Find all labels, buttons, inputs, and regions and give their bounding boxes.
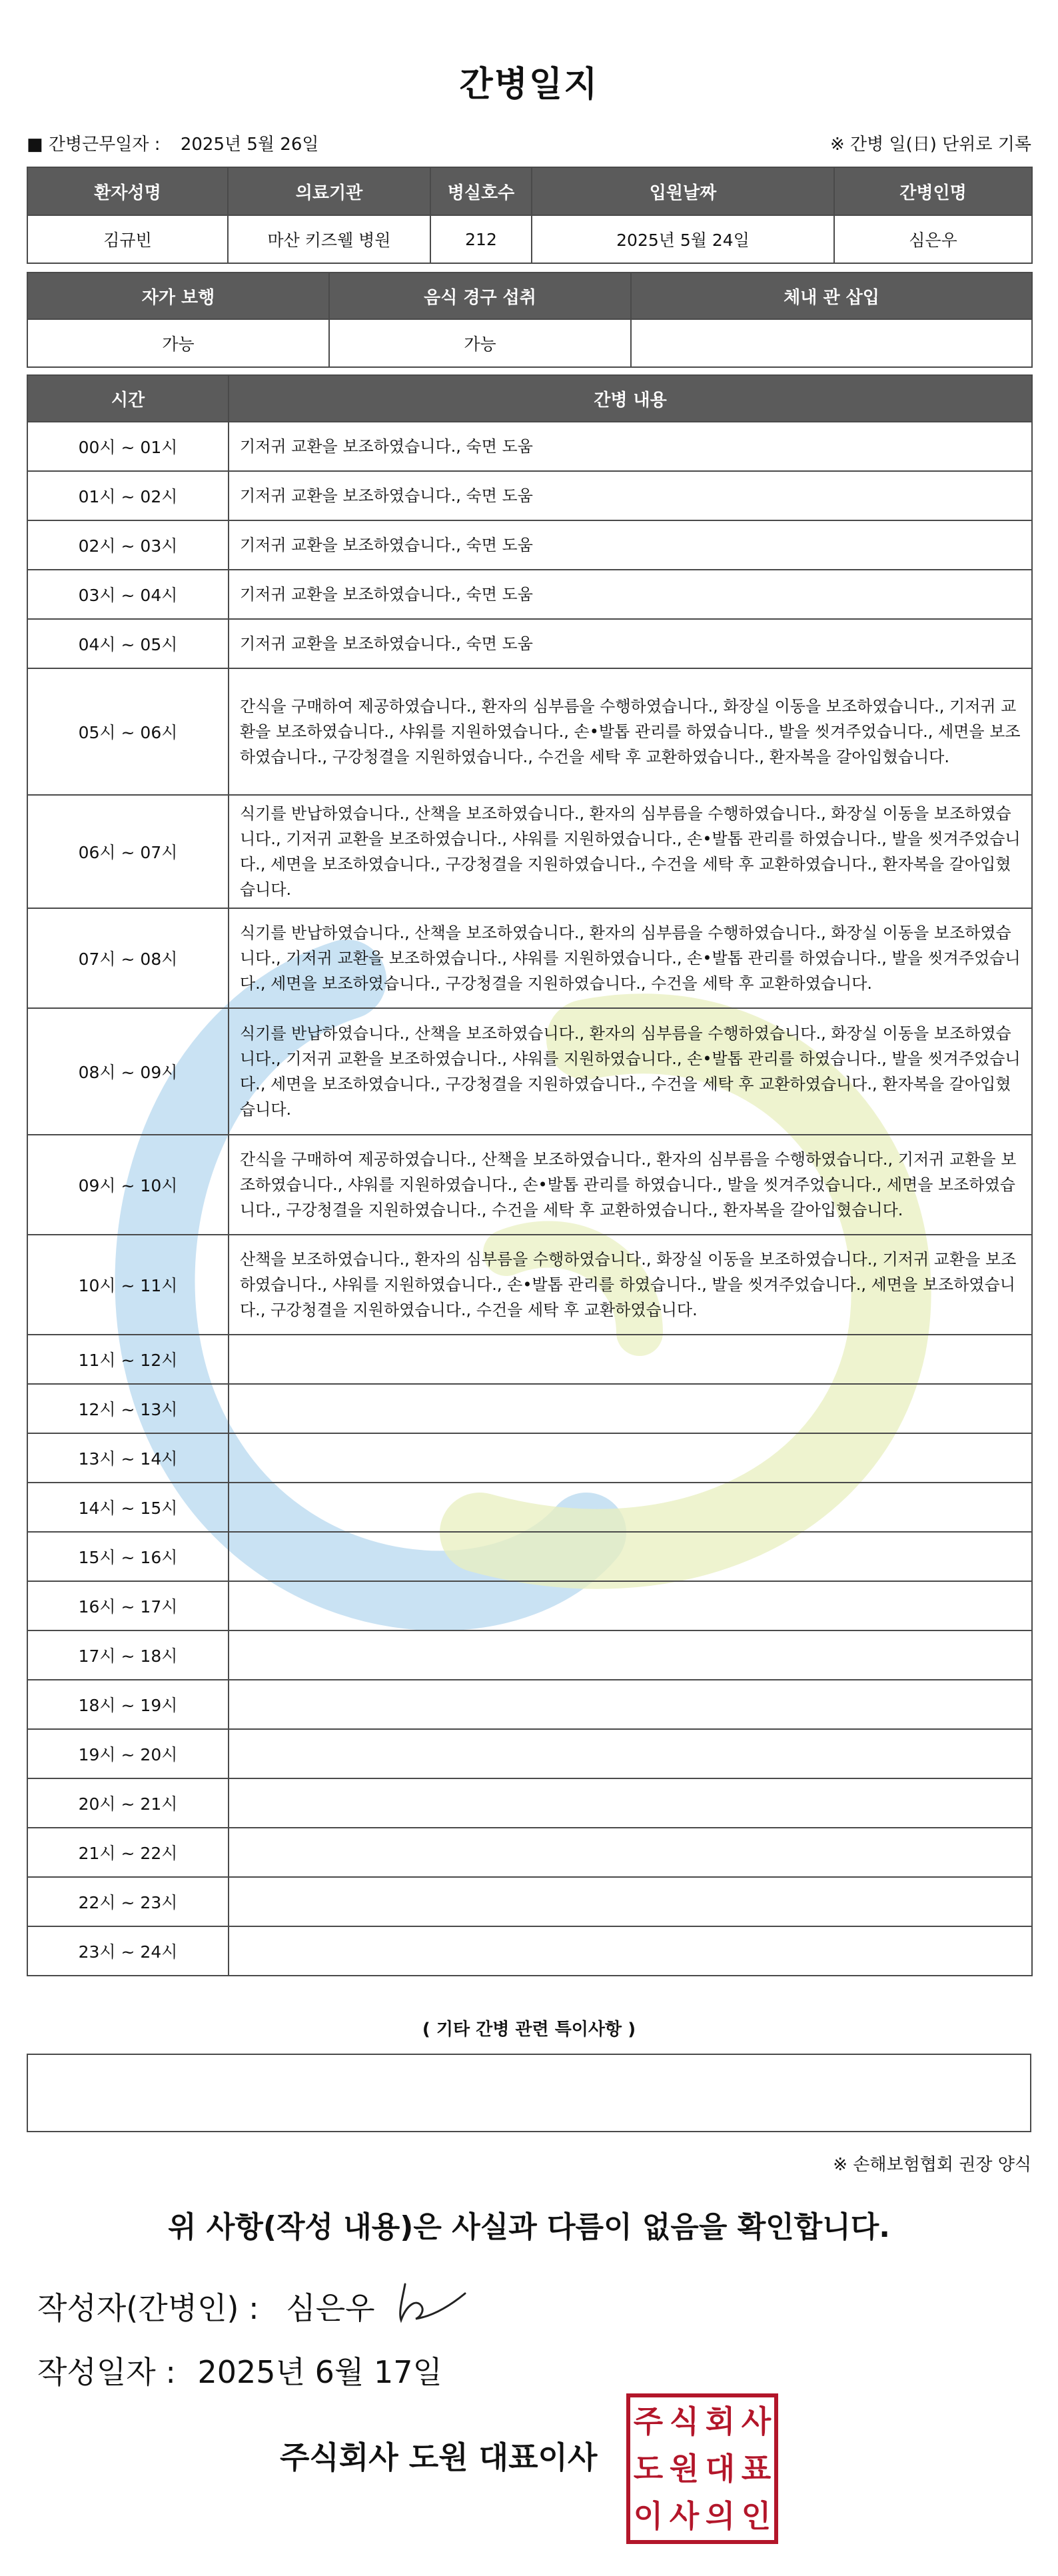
row-content	[229, 1877, 1032, 1926]
header-tube: 체내 관 삽입	[631, 273, 1032, 319]
seal-character: 주	[633, 2403, 664, 2439]
row-time: 17시 ~ 18시	[27, 1630, 229, 1680]
caregiver-name: 심은우	[834, 215, 1032, 263]
row-time: 07시 ~ 08시	[27, 908, 229, 1008]
row-content	[229, 1828, 1032, 1877]
row-content	[229, 1778, 1032, 1828]
row-content: 식기를 반납하였습니다., 산책을 보조하였습니다., 환자의 심부름을 수행하였습니다., 화장실 이동을 보조하였습니다., 기저귀 교환을 보조하였습니다., 샤워를 지원하였습니다., 손•발톱 관리를 하였습니다., 발을 씻겨주었습니다., 세면을 보조하였습니다., 구강청결을 지원하였습니다., 수건을 세탁 후 교환하였습니다., 환자복을 갈아입혔습니다.	[229, 795, 1032, 908]
row-content	[229, 1433, 1032, 1483]
table-row	[27, 1926, 1032, 1976]
seal-character: 대	[705, 2450, 736, 2487]
row-time: 06시 ~ 07시	[27, 795, 229, 908]
row-content	[229, 1926, 1032, 1976]
table-row	[27, 908, 1032, 1008]
admission-date: 2025년 5월 24일	[532, 215, 834, 263]
write-date	[37, 2348, 442, 2392]
table-row	[27, 619, 1032, 668]
work-date	[27, 131, 319, 155]
header-caregiver: 간병인명	[834, 167, 1032, 215]
row-time: 11시 ~ 12시	[27, 1335, 229, 1384]
header-patient-name: 환자성명	[27, 167, 228, 215]
writer-name: 심은우	[286, 2290, 375, 2326]
row-content	[229, 1483, 1032, 1532]
header-admission-date: 입원날짜	[532, 167, 834, 215]
table-row	[27, 1828, 1032, 1877]
writer	[37, 2284, 375, 2328]
patient-table	[27, 167, 1033, 264]
row-content: 기저귀 교환을 보조하였습니다., 숙면 도움	[229, 422, 1032, 471]
header-time: 시간	[27, 375, 229, 422]
row-content	[229, 1729, 1032, 1778]
status-table	[27, 272, 1033, 368]
header-oral-intake: 음식 경구 섭취	[329, 273, 631, 319]
table-row	[27, 1384, 1032, 1433]
row-time: 22시 ~ 23시	[27, 1877, 229, 1926]
table-row	[27, 1335, 1032, 1384]
work-date-label: ■ 간병근무일자 :	[27, 135, 161, 155]
seal-character: 사	[669, 2498, 700, 2535]
tube-value	[631, 319, 1032, 367]
table-row	[27, 1483, 1032, 1532]
header-care-content: 간병 내용	[229, 375, 1032, 422]
table-row	[27, 422, 1032, 471]
row-time: 19시 ~ 20시	[27, 1729, 229, 1778]
seal-character: 표	[741, 2450, 772, 2487]
table-row	[27, 795, 1032, 908]
confirm-statement: 위 사항(작성 내용)은 사실과 다름이 없음을 확인합니다.	[168, 2210, 890, 2244]
row-time: 12시 ~ 13시	[27, 1384, 229, 1433]
row-content	[229, 1680, 1032, 1729]
row-time: 13시 ~ 14시	[27, 1433, 229, 1483]
seal-character: 식	[669, 2403, 700, 2439]
row-time: 03시 ~ 04시	[27, 570, 229, 619]
row-time: 08시 ~ 09시	[27, 1008, 229, 1135]
care-log-table	[27, 374, 1033, 1976]
row-content: 기저귀 교환을 보조하였습니다., 숙면 도움	[229, 619, 1032, 668]
table-row	[27, 1532, 1032, 1581]
row-content	[229, 1335, 1032, 1384]
seal-character: 사	[741, 2403, 772, 2439]
table-row	[27, 520, 1032, 570]
row-time: 09시 ~ 10시	[27, 1135, 229, 1235]
row-content	[229, 1384, 1032, 1433]
work-date-value: 2025년 5월 26일	[180, 135, 319, 155]
header-room: 병실호수	[430, 167, 532, 215]
row-content: 기저귀 교환을 보조하였습니다., 숙면 도움	[229, 471, 1032, 520]
row-time: 04시 ~ 05시	[27, 619, 229, 668]
unit-note: ※ 간병 일(日) 단위로 기록	[829, 135, 1031, 155]
row-time: 18시 ~ 19시	[27, 1680, 229, 1729]
write-date-value: 2025년 6월 17일	[197, 2354, 442, 2390]
seal-character: 회	[705, 2403, 736, 2439]
room-number: 212	[430, 215, 532, 263]
row-content: 식기를 반납하였습니다., 산책을 보조하였습니다., 환자의 심부름을 수행하였습니다., 화장실 이동을 보조하였습니다., 기저귀 교환을 보조하였습니다., 샤워를 지원하였습니다., 손•발톱 관리를 하였습니다., 발을 씻겨주었습니다., 세면을 보조하였습니다., 구강청결을 지원하였습니다., 수건을 세탁 후 교환하였습니다., 환자복을 갈아입혔습니다.	[229, 1008, 1032, 1135]
table-row	[27, 1135, 1032, 1235]
row-time: 00시 ~ 01시	[27, 422, 229, 471]
write-date-label: 작성일자 :	[37, 2354, 176, 2390]
row-time: 21시 ~ 22시	[27, 1828, 229, 1877]
row-time: 23시 ~ 24시	[27, 1926, 229, 1976]
patient-name: 김규빈	[27, 215, 228, 263]
row-content: 산책을 보조하였습니다., 환자의 심부름을 수행하였습니다., 화장실 이동을 보조하였습니다., 기저귀 교환을 보조하였습니다., 샤워를 지원하였습니다., 손•발톱 관리를 하였습니다., 발을 씻겨주었습니다., 세면을 보조하였습니다., 구강청결을 지원하였습니다., 수건을 세탁 후 교환하였습니다.	[229, 1235, 1032, 1335]
seal-character: 이	[633, 2498, 664, 2535]
row-time: 20시 ~ 21시	[27, 1778, 229, 1828]
table-row	[27, 1877, 1032, 1926]
page-title: 간병일지	[459, 65, 599, 105]
table-row	[27, 1729, 1032, 1778]
hospital-name: 마산 키즈웰 병원	[228, 215, 430, 263]
row-time: 10시 ~ 11시	[27, 1235, 229, 1335]
company-representative: 주식회사 도원 대표이사	[280, 2439, 598, 2475]
row-time: 05시 ~ 06시	[27, 668, 229, 795]
writer-label: 작성자(간병인) :	[37, 2290, 259, 2326]
notes-box	[27, 2054, 1031, 2132]
row-content: 식기를 반납하였습니다., 산책을 보조하였습니다., 환자의 심부름을 수행하였습니다., 화장실 이동을 보조하였습니다., 기저귀 교환을 보조하였습니다., 샤워를 지원하였습니다., 손•발톱 관리를 하였습니다., 발을 씻겨주었습니다., 세면을 보조하였습니다., 구강청결을 지원하였습니다., 수건을 세탁 후 교환하였습니다.	[229, 908, 1032, 1008]
signature	[393, 2279, 473, 2325]
row-time: 15시 ~ 16시	[27, 1532, 229, 1581]
table-row	[27, 1235, 1032, 1335]
row-content	[229, 1581, 1032, 1630]
seal-character: 인	[741, 2498, 772, 2535]
row-content: 기저귀 교환을 보조하였습니다., 숙면 도움	[229, 570, 1032, 619]
row-content: 기저귀 교환을 보조하였습니다., 숙면 도움	[229, 520, 1032, 570]
seal-character: 도	[633, 2450, 664, 2487]
seal-character: 의	[705, 2498, 736, 2535]
header-hospital: 의료기관	[228, 167, 430, 215]
table-row	[27, 1433, 1032, 1483]
company-seal	[626, 2393, 778, 2544]
row-content	[229, 1630, 1032, 1680]
seal-character: 원	[669, 2450, 700, 2487]
recommend-note: ※ 손해보험협회 권장 양식	[833, 2155, 1031, 2175]
row-time: 02시 ~ 03시	[27, 520, 229, 570]
table-row	[27, 570, 1032, 619]
row-time: 16시 ~ 17시	[27, 1581, 229, 1630]
row-time: 14시 ~ 15시	[27, 1483, 229, 1532]
table-row	[27, 1008, 1032, 1135]
table-row	[27, 1630, 1032, 1680]
row-content: 간식을 구매하여 제공하였습니다., 산책을 보조하였습니다., 환자의 심부름을 수행하였습니다., 기저귀 교환을 보조하였습니다., 샤워를 지원하였습니다., 손•발톱 관리를 하였습니다., 발을 씻겨주었습니다., 세면을 보조하였습니다., 구강청결을 지원하였습니다., 수건을 세탁 후 교환하였습니다., 환자복을 갈아입혔습니다.	[229, 1135, 1032, 1235]
table-row	[27, 1680, 1032, 1729]
row-time: 01시 ~ 02시	[27, 471, 229, 520]
table-row	[27, 1778, 1032, 1828]
walking-value: 가능	[27, 319, 329, 367]
oral-intake-value: 가능	[329, 319, 631, 367]
row-content: 간식을 구매하여 제공하였습니다., 환자의 심부름을 수행하였습니다., 화장실 이동을 보조하였습니다., 기저귀 교환을 보조하였습니다., 샤워를 지원하였습니다., 손•발톱 관리를 하였습니다., 발을 씻겨주었습니다., 세면을 보조하였습니다., 구강청결을 지원하였습니다., 수건을 세탁 후 교환하였습니다., 환자복을 갈아입혔습니다.	[229, 668, 1032, 795]
table-row	[27, 668, 1032, 795]
table-row	[27, 471, 1032, 520]
header-walking: 자가 보행	[27, 273, 329, 319]
table-row	[27, 1581, 1032, 1630]
row-content	[229, 1532, 1032, 1581]
notes-label: ( 기타 간병 관련 특이사항 )	[422, 2020, 636, 2040]
